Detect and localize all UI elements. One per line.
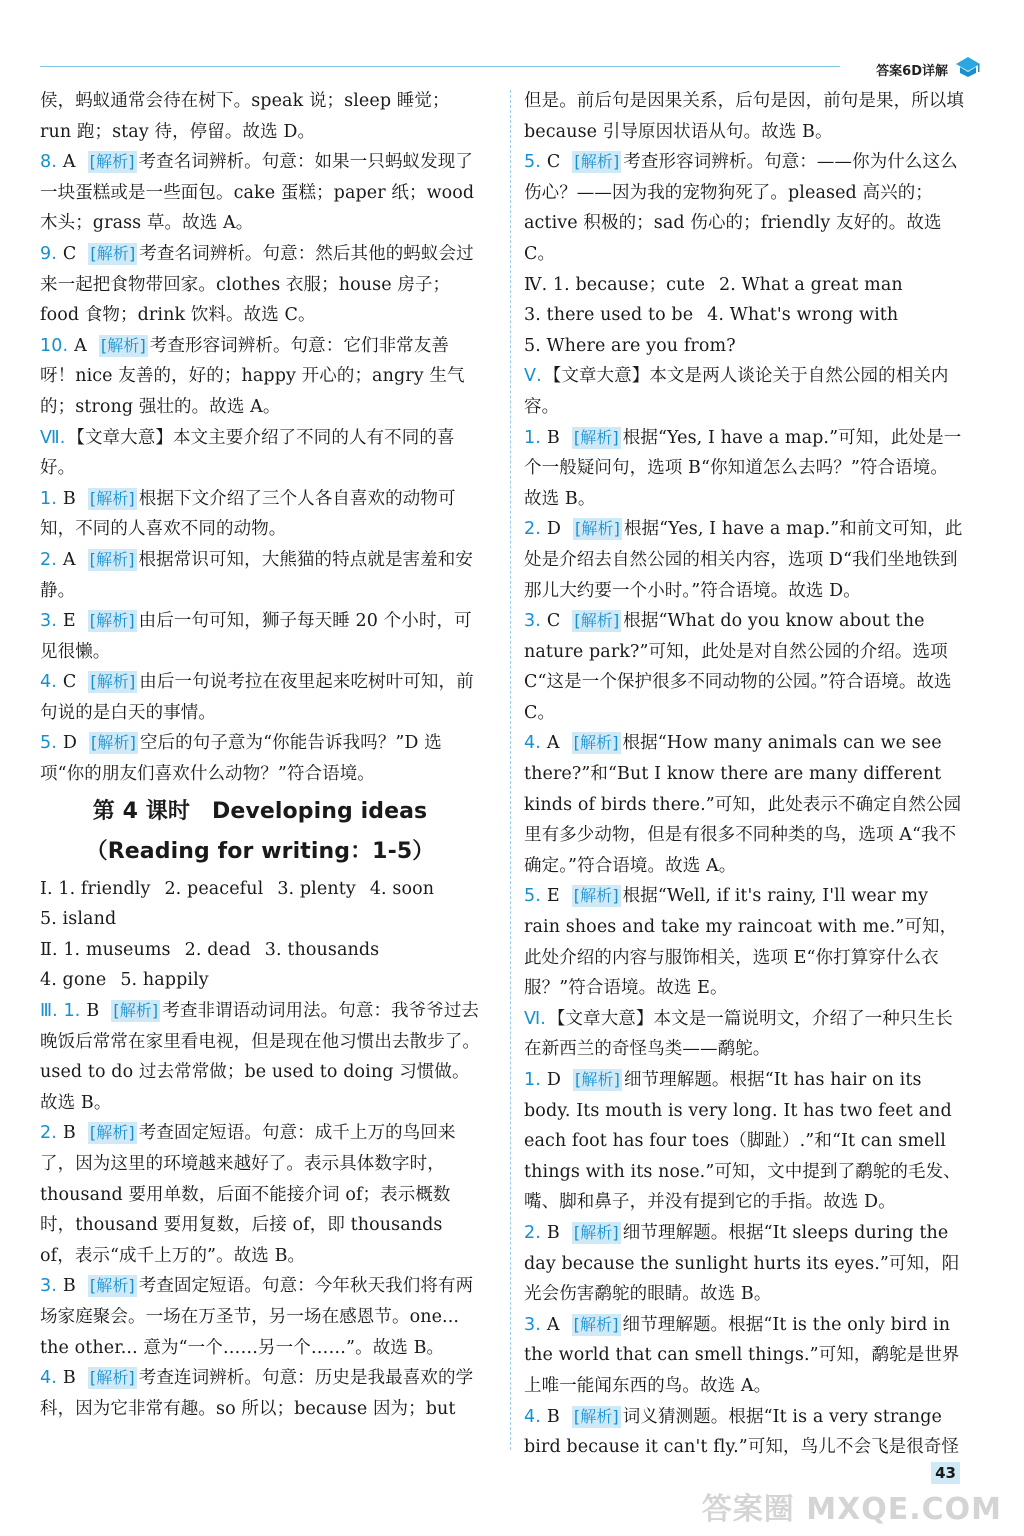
section-number: Ⅶ. <box>40 427 66 448</box>
analysis-tag: [ 解析 ] <box>572 732 621 754</box>
section-title: （Reading for writing：1-5） <box>85 838 435 864</box>
question-number: 3. <box>524 611 541 632</box>
answer-explanation <box>40 331 480 423</box>
answer-row <box>524 270 964 301</box>
answer-item: 3. thousands <box>264 939 380 960</box>
explanation-text: 由后一句说考拉在夜里起来吃树叶可知，前句说的是白天的事情。 <box>40 672 474 723</box>
analysis-tag: [ 解析 ] <box>88 671 137 693</box>
analysis-tag: [ 解析 ] <box>572 1314 621 1336</box>
page-number: 43 <box>931 1462 960 1484</box>
answer-item: 2. dead <box>184 939 251 960</box>
answer-explanation <box>524 423 964 515</box>
question-number: 1. <box>40 488 57 509</box>
answer-letter: B <box>546 1406 560 1427</box>
summary-text: 【文章大意】本文主要介绍了不同的人有不同的喜好。 <box>40 427 455 479</box>
explanation-text: 根据常识可知，大熊猫的特点就是害羞和安静。 <box>40 549 473 601</box>
answer-item: 4. soon <box>369 878 435 899</box>
answer-explanation <box>40 1118 480 1271</box>
explanation-text: 考查形容词辨析。句意：它们非常友善呀！nice 友善的，好的；happy 开心的；angry 生气的；strong 强壮的。故选 A。 <box>40 335 465 417</box>
answer-item: Ⅳ. 1. because；cute <box>524 274 706 295</box>
question-number: 3. <box>40 1276 57 1297</box>
answer-item: 4. What's wrong with <box>707 305 899 326</box>
explanation-continued: 侯，蚂蚁通常会待在树下。speak 说；sleep 睡觉；run 跑；stay 待，停留。故选 D。 <box>40 91 450 142</box>
question-number: 3. <box>524 1314 541 1335</box>
analysis-tag: [ 解析 ] <box>572 427 621 449</box>
summary-text: 【文章大意】本文是一篇说明文，介绍了一种只生长在新西兰的奇怪鸟类——鹬鸵。 <box>524 1008 953 1060</box>
question-number: 4. <box>524 733 541 754</box>
explanation-text: 细节理解题。根据“It is the only bird in the world that can smell things.”可知，鹬鸵是世界上唯一能闻东西的鸟。故选 A。 <box>524 1314 960 1396</box>
answer-explanation <box>40 147 480 239</box>
answer-row <box>524 300 964 331</box>
explanation-text: 细节理解题。根据“It has hair on its body. Its mouth is very long. It has two feet and each foot has four toes（脚趾）.”和“It can smell things with its nose.”可知，文中提到了鹬鸵的毛发、嘴、脚和鼻子，并没有提到它的手指。故选 D。 <box>524 1070 961 1213</box>
explanation-text: 根据“What do you know about the nature park?”可知，此处是对自然公园的介绍。选项 C“这是一个保护很多不同动物的公园。”符合语境。故选 C。 <box>524 611 952 723</box>
answer-item: 2. peaceful <box>164 878 264 899</box>
explanation-text: 考查形容词辨析。句意：——你为什么这么伤心？——因为我的宠物狗死了。pleased 高兴的；active 积极的；sad 伤心的；friendly 友好的。故选 C。 <box>524 152 958 264</box>
question-number: 5. <box>524 886 541 907</box>
answer-letter: B <box>86 1001 100 1022</box>
answer-item: Ⅰ. 1. friendly <box>40 878 151 899</box>
answer-letter: B <box>62 1276 76 1297</box>
analysis-tag: [ 解析 ] <box>88 549 137 571</box>
answer-letter: B <box>62 1368 76 1389</box>
answer-row <box>524 331 964 362</box>
right-column <box>524 86 964 1463</box>
explanation-text: 考查固定短语。句意：成千上万的鸟回来了，因为这里的环境越来越好了。表示具体数字时，thousand 要用单数，后面不能接介词 of；表示概数时，thousand 要用复数，后接 of，即 thousands of，表示“成千上万的”。故选 B。 <box>40 1123 456 1266</box>
analysis-tag: [ 解析 ] <box>111 1000 160 1022</box>
section-summary <box>40 423 480 484</box>
section-number: Ⅴ. <box>524 366 542 387</box>
answer-explanation <box>524 1218 964 1310</box>
answer-explanation <box>40 239 480 331</box>
answer-explanation <box>524 1065 964 1218</box>
answer-letter: C <box>546 611 561 632</box>
answer-item: 5. island <box>40 909 117 930</box>
answer-letter: D <box>546 1070 562 1090</box>
answer-letter: C <box>546 152 561 173</box>
question-number: 4. <box>40 672 57 693</box>
answer-letter: D <box>546 519 562 540</box>
answer-letter: C <box>62 672 77 693</box>
answer-explanation <box>524 728 964 881</box>
explanation-text: 细节理解题。根据“It sleeps during the day because the sunlight hurts its eyes.”可知，阳光会伤害鹬鸵的眼睛。故选 B。 <box>524 1222 960 1305</box>
answer-item: 3. plenty <box>277 878 356 899</box>
analysis-tag: [ 解析 ] <box>572 610 621 632</box>
section-summary <box>524 1004 964 1065</box>
answer-explanation <box>524 881 964 1003</box>
answer-explanation <box>524 1310 964 1402</box>
analysis-tag: [ 解析 ] <box>88 243 137 265</box>
left-column <box>40 86 480 1424</box>
explanation-text: 根据“Yes, I have a map.”和前文可知，此处是介绍去自然公园的相关内容，选项 D“我们坐地铁到那儿大约要一个小时。”符合语境。故选 D。 <box>524 519 963 601</box>
answer-explanation <box>40 484 480 545</box>
answer-explanation <box>524 606 964 728</box>
question-number: 2. <box>40 549 57 570</box>
answer-letter: E <box>546 886 560 907</box>
question-number: 4. <box>524 1406 541 1427</box>
answer-explanation <box>40 996 480 1118</box>
answer-explanation <box>524 147 964 269</box>
answer-letter: A <box>74 335 87 356</box>
analysis-tag: [ 解析 ] <box>99 335 148 357</box>
explanation-text: 考查名词辨析。句意：然后其他的蚂蚁会过来一起把食物带回家。clothes 衣服；house 房子；food 食物；drink 饮料。故选 C。 <box>40 243 474 326</box>
question-number: 5. <box>524 152 541 173</box>
question-number: 2. <box>524 519 541 540</box>
question-number: 4. <box>40 1368 57 1389</box>
answer-letter: A <box>546 1314 560 1335</box>
analysis-tag: [ 解析 ] <box>573 518 622 540</box>
question-number: 2. <box>40 1123 57 1144</box>
answer-explanation <box>40 545 480 606</box>
answer-letter: C <box>62 243 77 264</box>
column-divider <box>510 90 511 1450</box>
answer-explanation <box>40 1271 480 1363</box>
summary-text: 【文章大意】本文是两人谈论关于自然公园的相关内容。 <box>524 366 949 417</box>
analysis-tag: [ 解析 ] <box>88 1275 137 1297</box>
analysis-tag: [ 解析 ] <box>572 885 621 907</box>
explanation-text: 考查固定短语。句意：今年秋天我们将有两场家庭聚会。一场在万圣节，另一场在感恩节。one... the other... 意为“一个……另一个……”。故选 B。 <box>40 1276 474 1358</box>
explanation-text: 根据下文介绍了三个人各自喜欢的动物可知，不同的人喜欢不同的动物。 <box>40 488 456 540</box>
analysis-tag: [ 解析 ] <box>572 1222 621 1244</box>
explanation-text: 考查非谓语动词用法。句意：我爷爷过去晚饭后常常在家里看电视，但是现在他习惯出去散步了。used to do 过去常常做；be used to doing 习惯做。故选 B。 <box>40 1001 480 1113</box>
explanation-text: 词义猜测题。根据“It is a very strange bird because it can't fly.”可知，鸟儿不会飞是很奇怪 <box>524 1406 960 1458</box>
question-number: Ⅲ. 1. <box>40 1001 81 1022</box>
answer-explanation <box>524 514 964 606</box>
question-number: 9. <box>40 243 57 264</box>
question-number: 8. <box>40 152 57 173</box>
analysis-tag: [ 解析 ] <box>88 151 137 173</box>
analysis-tag: [ 解析 ] <box>573 1069 622 1091</box>
analysis-tag: [ 解析 ] <box>88 488 137 510</box>
answer-letter: A <box>546 733 560 754</box>
explanation-continued: 但是。前后句是因果关系，后句是因，前句是果，所以填 because 引导原因状语从句。故选 B。 <box>524 91 964 142</box>
answer-row <box>40 965 480 996</box>
answer-letter: A <box>62 152 76 173</box>
explanation-text: 考查连词辨析。句意：历史是我最喜欢的学科，因为它非常有趣。so 所以；because 因为；but <box>40 1368 474 1419</box>
question-number: 3. <box>40 611 57 632</box>
question-number: 5. <box>40 733 57 754</box>
answer-letter: D <box>62 733 78 754</box>
answer-item: 4. gone <box>40 970 107 991</box>
question-number: 1. <box>524 427 541 448</box>
answer-explanation <box>40 606 480 667</box>
header-label: 答案6D详解 <box>876 64 948 79</box>
explanation-text: 根据“Yes, I have a map.”可知，此处是一个一般疑问句，选项 B“你知道怎么去吗？”符合语境。故选 B。 <box>524 427 962 509</box>
answer-item: 3. there used to be <box>524 305 694 326</box>
answer-letter: B <box>546 427 560 448</box>
analysis-tag: [ 解析 ] <box>89 732 138 754</box>
book-logo-icon <box>954 55 982 79</box>
explanation-text: 考查名词辨析。句意：如果一只蚂蚁发现了一块蛋糕或是一些面包。cake 蛋糕；paper 纸；wood 木头；grass 草。故选 A。 <box>40 152 475 234</box>
header-rule <box>40 66 840 67</box>
answer-explanation <box>40 667 480 728</box>
analysis-tag: [ 解析 ] <box>88 1367 137 1389</box>
section-summary <box>524 361 964 422</box>
answer-item: 5. happily <box>120 970 209 991</box>
question-number: 1. <box>524 1070 541 1090</box>
answer-row <box>40 904 480 935</box>
answer-explanation <box>40 1363 480 1424</box>
section-number: Ⅵ. <box>524 1008 546 1029</box>
explanation-text: 空后的句子意为“你能告诉我吗？”D 选项“你的朋友们喜欢什么动物？”符合语境。 <box>40 733 442 785</box>
answer-item: 2. What a great man <box>719 274 903 295</box>
answer-item: 5. Where are you from? <box>524 335 736 356</box>
answer-item: Ⅱ. 1. museums <box>40 939 171 960</box>
analysis-tag: [ 解析 ] <box>572 1406 621 1428</box>
analysis-tag: [ 解析 ] <box>88 610 137 632</box>
explanation-text: 根据“How many animals can we see there?”和“But I know there are many different kinds of birds there.”可知，此处表示不确定自然公园里有多少动物，但是有很多不同种类的鸟，选项 A“我不确定。”符合语境。故选 A。 <box>524 733 962 876</box>
answer-explanation <box>524 1402 964 1463</box>
answer-letter: B <box>62 488 76 509</box>
answer-letter: B <box>62 1123 76 1144</box>
question-number: 10. <box>40 335 69 356</box>
answer-explanation <box>40 728 480 789</box>
answer-row <box>40 874 480 905</box>
answer-letter: A <box>62 549 76 570</box>
question-number: 2. <box>524 1222 541 1243</box>
answer-letter: B <box>546 1222 560 1243</box>
watermark: 答案圈 MXQE.COM <box>701 1492 1002 1527</box>
analysis-tag: [ 解析 ] <box>88 1122 137 1144</box>
answer-row <box>40 935 480 966</box>
answer-letter: E <box>62 611 76 632</box>
section-title: 第 4 课时 Developing ideas <box>92 798 428 824</box>
explanation-text: 根据“Well, if it's rainy, I'll wear my rain shoes and take my raincoat with me.”可知，此处介绍的内容与服饰相关，选项 E“你打算穿什么衣服？”符合语境。故选 E。 <box>524 886 958 999</box>
explanation-text: 由后一句可知，狮子每天睡 20 个小时，可见很懒。 <box>40 611 472 662</box>
analysis-tag: [ 解析 ] <box>572 151 621 173</box>
